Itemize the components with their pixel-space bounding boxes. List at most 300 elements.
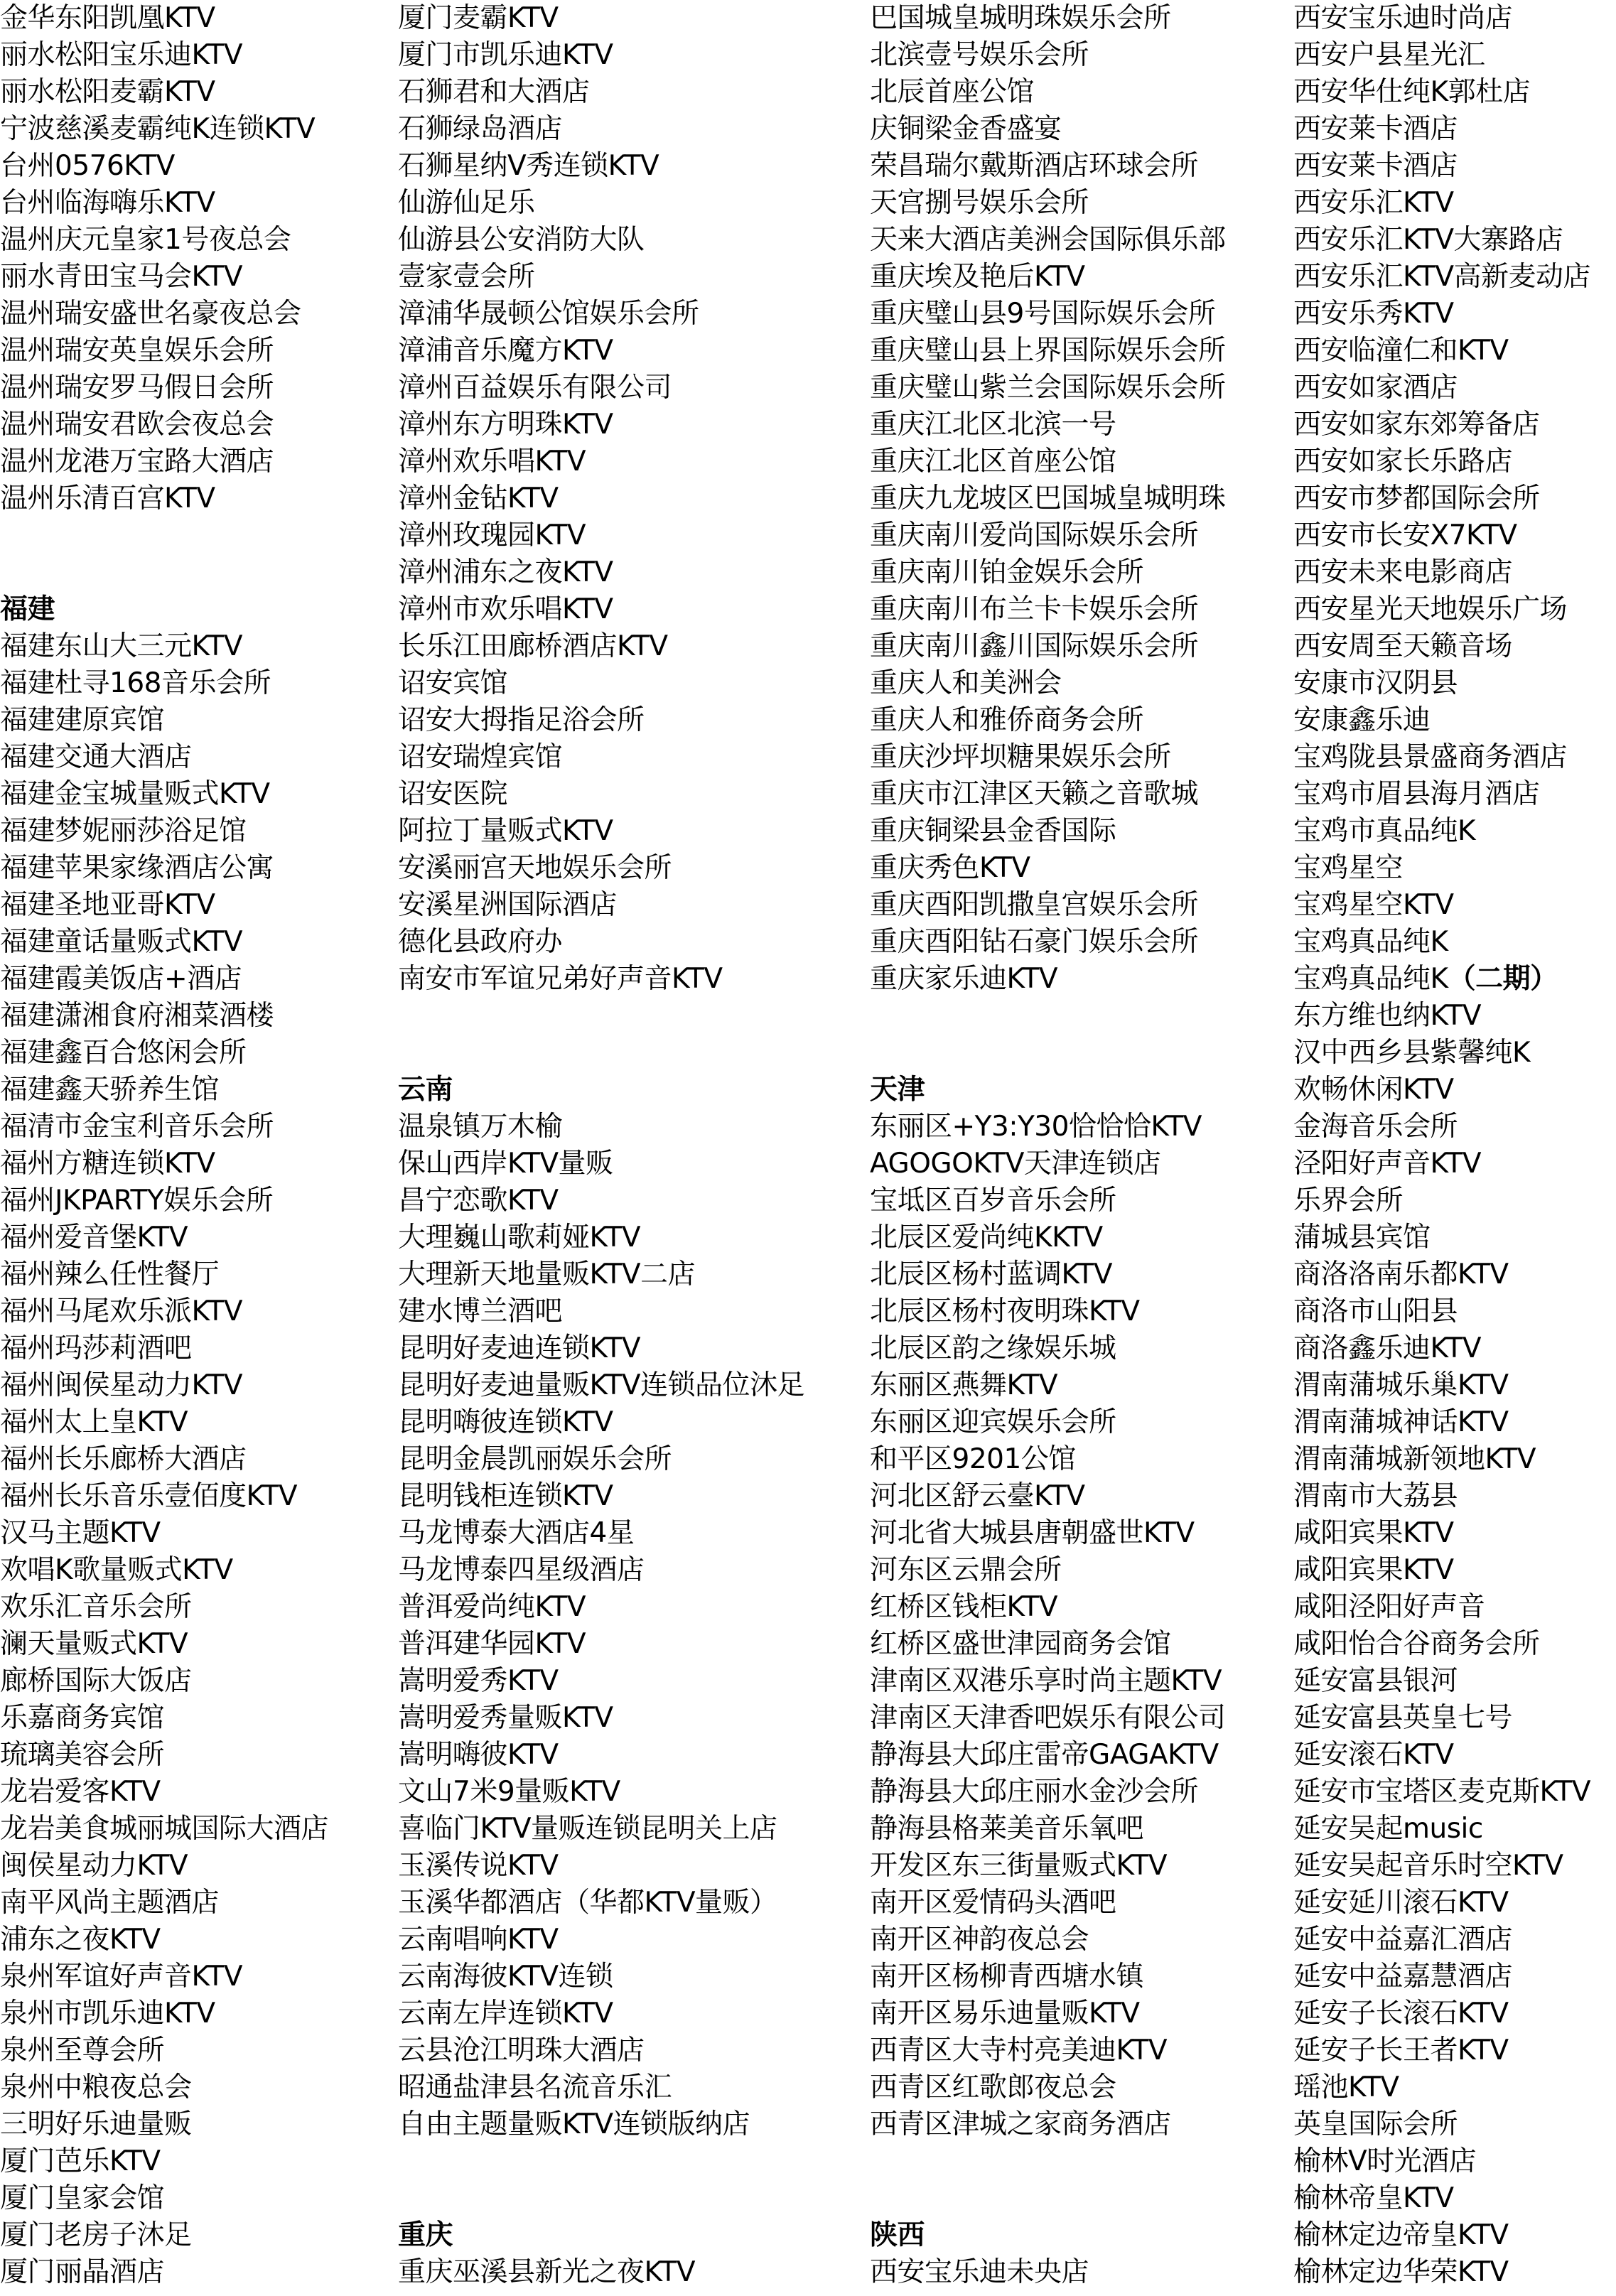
- spacer: [398, 998, 804, 1035]
- list-item: [398, 148, 804, 185]
- list-item-text: 丽水松阳麦霸KTV: [0, 76, 215, 108]
- list-item-text: 南开区杨柳青西塘水镇: [870, 1961, 1144, 1993]
- list-item: [870, 2069, 1226, 2106]
- list-item: [0, 628, 328, 665]
- list-item: [1293, 37, 1590, 74]
- list-item-text: 嵩明爱秀KTV: [398, 1665, 559, 1697]
- list-item-text: 泉州至尊会所: [0, 2034, 165, 2066]
- list-item: [398, 2254, 804, 2291]
- list-item-text: 延安中益嘉慧酒店: [1293, 1961, 1513, 1993]
- list-item: [870, 1441, 1226, 1478]
- list-item: [398, 1626, 804, 1663]
- list-item-text: 延安富县英皇七号: [1293, 1702, 1513, 1734]
- list-item-text: 文山7米9量贩KTV: [398, 1776, 620, 1808]
- list-item-text: 温州瑞安君欧会夜总会: [0, 409, 274, 441]
- list-item: [398, 628, 804, 665]
- list-item-text: 温州乐清百宫KTV: [0, 483, 215, 514]
- list-item: [398, 259, 804, 296]
- list-item: [870, 185, 1226, 222]
- list-item: [0, 443, 328, 480]
- list-item: [398, 1330, 804, 1367]
- list-item-text: 乐界会所: [1293, 1185, 1404, 1217]
- list-item: [398, 333, 804, 370]
- list-item-text: 东丽区迎宾娱乐会所: [870, 1406, 1116, 1438]
- list-item: [0, 0, 328, 37]
- list-item: [0, 702, 328, 739]
- list-item: [398, 517, 804, 554]
- list-item-text: 福建鑫百合悠闲会所: [0, 1037, 247, 1069]
- list-item-text: 静海县大邱庄丽水金沙会所: [870, 1776, 1199, 1808]
- list-item: [870, 1109, 1226, 1146]
- list-item: [870, 1995, 1226, 2032]
- list-item: [1293, 2254, 1590, 2291]
- list-item-text: 庆铜梁金香盛宴: [870, 113, 1062, 145]
- list-item: [0, 111, 328, 148]
- list-item: [1293, 222, 1590, 259]
- list-item-text: 西安乐汇KTV高新麦动店: [1293, 261, 1591, 293]
- list-item-text: 琉璃美容会所: [0, 1739, 165, 1771]
- list-item: [398, 1515, 804, 1552]
- list-item-text: 重庆江北区北滨一号: [870, 409, 1116, 441]
- list-item: [1293, 1182, 1590, 1219]
- list-item-text: 商洛市山阳县: [1293, 1295, 1458, 1327]
- list-item: [398, 2069, 804, 2106]
- list-item-text: 商洛洛南乐都KTV: [1293, 1259, 1509, 1290]
- list-item-text: 三明好乐迪量贩: [0, 2108, 192, 2140]
- list-item: [870, 1774, 1226, 1811]
- list-item-text: 安康鑫乐迪: [1293, 704, 1431, 736]
- list-item-text: 漳州浦东之夜KTV: [398, 556, 613, 588]
- list-item-text: 南开区易乐迪量贩KTV: [870, 1998, 1140, 2030]
- list-item: [1293, 1256, 1590, 1293]
- list-item: [870, 961, 1226, 998]
- list-item-text: 津南区双港乐享时尚主题KTV: [870, 1665, 1222, 1697]
- list-item-text: 金海音乐会所: [1293, 1111, 1458, 1143]
- list-item-text: 渭南蒲城乐巢KTV: [1293, 1369, 1509, 1401]
- list-item-text: AGOGOKTV天津连锁店: [870, 1148, 1161, 1180]
- list-item: [1293, 1995, 1590, 2032]
- list-item: [398, 443, 804, 480]
- list-item-text: 温泉镇万木榆: [398, 1111, 563, 1143]
- list-item-text: 福建苹果家缘酒店公寓: [0, 852, 274, 884]
- list-item-text: 福州玛莎莉酒吧: [0, 1332, 192, 1364]
- list-item-text: 西青区大寺村亮美迪KTV: [870, 2034, 1168, 2066]
- list-item-text: 建水博兰酒吧: [398, 1295, 563, 1327]
- spacer: [870, 1035, 1226, 1072]
- list-item: [0, 148, 328, 185]
- list-item: [398, 1256, 804, 1293]
- list-item: [870, 443, 1226, 480]
- list-item: [0, 1219, 328, 1256]
- list-item-text: 西青区津城之家商务酒店: [870, 2108, 1171, 2140]
- list-item-text: 福州爱音堡KTV: [0, 1222, 188, 1254]
- list-item-text: 咸阳宾果KTV: [1293, 1554, 1454, 1586]
- list-item: [1293, 1441, 1590, 1478]
- list-item: [1293, 443, 1590, 480]
- list-item: [1293, 1663, 1590, 1700]
- list-item-text: 重庆人和美洲会: [870, 667, 1062, 699]
- list-item: [398, 665, 804, 702]
- list-item: [1293, 1072, 1590, 1109]
- list-item: [398, 1404, 804, 1441]
- list-item: [1293, 1330, 1590, 1367]
- list-item-text: 延安子长王者KTV: [1293, 2034, 1509, 2066]
- list-item: [0, 850, 328, 887]
- list-item-text: 云南海彼KTV连锁: [398, 1961, 613, 1993]
- list-item-text: 嵩明爱秀量贩KTV: [398, 1702, 613, 1734]
- list-item: [1293, 1626, 1590, 1663]
- list-item-text: 西安乐汇KTV大寨路店: [1293, 224, 1563, 256]
- list-item: [398, 1737, 804, 1774]
- list-item-text: 昆明好麦迪连锁KTV: [398, 1332, 641, 1364]
- list-item: [0, 1552, 328, 1589]
- list-item: [870, 517, 1226, 554]
- list-item-text: 漳州百益娱乐有限公司: [398, 372, 672, 404]
- section-heading: 云南: [398, 1074, 453, 1106]
- list-item: [398, 222, 804, 259]
- list-item: [398, 776, 804, 813]
- list-item: [398, 1995, 804, 2032]
- list-item: [870, 2254, 1226, 2291]
- list-item: [1293, 2106, 1590, 2143]
- list-item: [398, 1700, 804, 1737]
- list-item-text: 重庆酉阳凯撒皇宫娱乐会所: [870, 889, 1199, 921]
- list-item-text: 重庆南川鑫川国际娱乐会所: [870, 630, 1199, 662]
- list-item-text: 福建童话量贩式KTV: [0, 926, 243, 958]
- list-item-text: 重庆市江津区天籁之音歌城: [870, 778, 1199, 810]
- list-item: [0, 333, 328, 370]
- list-item: [398, 2032, 804, 2069]
- list-item-text: 温州庆元皇家1号夜总会: [0, 224, 291, 256]
- list-item-text: 西安市梦都国际会所: [1293, 483, 1540, 514]
- list-item: [1293, 2143, 1590, 2180]
- list-item-text: 昆明好麦迪量贩KTV连锁品位沐足: [398, 1369, 805, 1401]
- list-item-text: 东方维也纳KTV: [1293, 1000, 1482, 1032]
- list-item: [870, 1256, 1226, 1293]
- list-item: [870, 776, 1226, 813]
- list-item: [870, 1478, 1226, 1515]
- list-item: [398, 111, 804, 148]
- list-item-text: 普洱建华园KTV: [398, 1628, 586, 1660]
- list-item: [870, 1626, 1226, 1663]
- list-item-text: 厦门皇家会馆: [0, 2182, 165, 2214]
- list-item: [1293, 1958, 1590, 1995]
- list-item-text: 西安如家长乐路店: [1293, 446, 1513, 478]
- list-item: [870, 1146, 1226, 1182]
- list-item: [870, 259, 1226, 296]
- list-item-text: 北辰区杨村夜明珠KTV: [870, 1295, 1140, 1327]
- list-item: [0, 961, 328, 998]
- spacer: [0, 554, 328, 591]
- list-item: [870, 1515, 1226, 1552]
- list-item: [1293, 776, 1590, 813]
- list-item-text: 红桥区盛世津园商务会馆: [870, 1628, 1171, 1660]
- list-item: [398, 370, 804, 406]
- list-item-text: 石狮绿岛酒店: [398, 113, 563, 145]
- list-item: [0, 924, 328, 961]
- list-item: [0, 370, 328, 406]
- list-item: [0, 1109, 328, 1146]
- list-item-text: 仙游仙足乐: [398, 187, 535, 219]
- list-item-text: 泉州军谊好声音KTV: [0, 1961, 243, 1993]
- list-item: [870, 480, 1226, 517]
- list-item: [398, 1848, 804, 1885]
- list-item: [0, 1922, 328, 1958]
- list-item-text: 马龙博泰大酒店4星: [398, 1517, 635, 1549]
- list-item-text: 重庆江北区首座公馆: [870, 446, 1116, 478]
- list-item: [870, 1848, 1226, 1885]
- list-item-text: 西安乐秀KTV: [1293, 298, 1454, 330]
- list-item-text: 重庆璧山紫兰会国际娱乐会所: [870, 372, 1226, 404]
- list-item-text: 南平风尚主题酒店: [0, 1887, 220, 1919]
- list-item: [0, 2254, 328, 2291]
- list-item-text: 福州方糖连锁KTV: [0, 1148, 215, 1180]
- spacer: [398, 2143, 804, 2180]
- list-item: [1293, 517, 1590, 554]
- list-item-text: 英皇国际会所: [1293, 2108, 1458, 2140]
- list-item: [1293, 0, 1590, 37]
- list-item: [0, 222, 328, 259]
- list-item-text: 北辰区韵之缘娱乐城: [870, 1332, 1116, 1364]
- list-item-text: 澜天量贩式KTV: [0, 1628, 188, 1660]
- list-item: [0, 2069, 328, 2106]
- list-item-text: 台州0576KTV: [0, 150, 175, 182]
- list-item: [398, 1293, 804, 1330]
- list-item-text: 西安市长安X7KTV: [1293, 519, 1517, 551]
- list-item: [1293, 1589, 1590, 1626]
- list-item: [870, 850, 1226, 887]
- list-item-text: 重庆埃及艳后KTV: [870, 261, 1085, 293]
- list-item-text: 重庆南川铂金娱乐会所: [870, 556, 1144, 588]
- list-item: [870, 1589, 1226, 1626]
- list-item-text: 延安富县银河: [1293, 1665, 1458, 1697]
- list-item: [870, 37, 1226, 74]
- list-item: [870, 665, 1226, 702]
- list-item-text: 西安临潼仁和KTV: [1293, 335, 1509, 367]
- list-item-text: 乐嘉商务宾馆: [0, 1702, 165, 1734]
- list-item-text: 红桥区钱柜KTV: [870, 1591, 1058, 1623]
- list-item: [0, 665, 328, 702]
- list-item-text: 延安延川滚石KTV: [1293, 1887, 1509, 1919]
- list-item: [398, 554, 804, 591]
- list-item-text: 台州临海嗨乐KTV: [0, 187, 215, 219]
- list-item-text: 普洱爱尚纯KTV: [398, 1591, 586, 1623]
- list-item-text: 福建鑫天骄养生馆: [0, 1074, 220, 1106]
- list-item: [870, 1811, 1226, 1848]
- list-item-text: 河东区云鼎会所: [870, 1554, 1062, 1586]
- list-item-text: 福建杜寻168音乐会所: [0, 667, 271, 699]
- list-item-text: 商洛鑫乐迪KTV: [1293, 1332, 1482, 1364]
- list-item: [0, 1995, 328, 2032]
- list-item-text: 重庆人和雅侨商务会所: [870, 704, 1144, 736]
- list-item: [1293, 111, 1590, 148]
- list-item-text: 榆林定边华荣KTV: [1293, 2256, 1509, 2288]
- list-item: [398, 480, 804, 517]
- list-item: [1293, 1811, 1590, 1848]
- list-item: [870, 924, 1226, 961]
- list-item: [398, 1663, 804, 1700]
- list-item: [870, 1737, 1226, 1774]
- list-item-text: 廊桥国际大饭店: [0, 1665, 192, 1697]
- list-item-text: 延安子长滚石KTV: [1293, 1998, 1509, 2030]
- list-item: [870, 1367, 1226, 1404]
- list-item: [1293, 1109, 1590, 1146]
- list-item-text: 咸阳泾阳好声音: [1293, 1591, 1485, 1623]
- list-item-text: 龙岩爱客KTV: [0, 1776, 161, 1808]
- list-item: [398, 185, 804, 222]
- list-item-text: 金华东阳凯凰KTV: [0, 2, 215, 34]
- list-item-text: 温州瑞安盛世名豪夜总会: [0, 298, 301, 330]
- spacer: [870, 2143, 1226, 2180]
- list-item: [1293, 480, 1590, 517]
- list-item-text: 汉中西乡县紫馨纯K: [1293, 1037, 1531, 1069]
- list-item: [0, 2143, 328, 2180]
- list-item: [870, 1552, 1226, 1589]
- list-item-text: 榆林帝皇KTV: [1293, 2182, 1454, 2214]
- list-item-text: 福州闽侯星动力KTV: [0, 1369, 243, 1401]
- list-item-text: 厦门芭乐KTV: [0, 2145, 161, 2177]
- list-item-text: 昆明钱柜连锁KTV: [398, 1480, 613, 1512]
- list-item: [870, 702, 1226, 739]
- list-item-text: 重庆璧山县9号国际娱乐会所: [870, 298, 1216, 330]
- list-item: [1293, 554, 1590, 591]
- list-item: [398, 296, 804, 333]
- list-item: [398, 702, 804, 739]
- list-item: [870, 1922, 1226, 1958]
- list-item: [398, 1589, 804, 1626]
- list-item: [0, 1293, 328, 1330]
- list-item: [0, 259, 328, 296]
- list-item-text: 延安中益嘉汇酒店: [1293, 1924, 1513, 1956]
- list-item-text: 渭南蒲城新领地KTV: [1293, 1443, 1536, 1475]
- list-item-text: 玉溪华都酒店（华都KTV量贩）: [398, 1887, 777, 1919]
- list-item: [1293, 591, 1590, 628]
- list-item: [0, 998, 328, 1035]
- list-item: [0, 1811, 328, 1848]
- list-item: [0, 1256, 328, 1293]
- list-item-text: 宁波慈溪麦霸纯K连锁KTV: [0, 113, 316, 145]
- list-item: [1293, 1035, 1590, 1072]
- list-item: [870, 148, 1226, 185]
- list-item-text: 昆明嗨彼连锁KTV: [398, 1406, 613, 1438]
- list-item: [1293, 1848, 1590, 1885]
- list-item: [1293, 1219, 1590, 1256]
- list-item: [1293, 924, 1590, 961]
- list-item: [398, 850, 804, 887]
- list-item: [870, 628, 1226, 665]
- list-item: [0, 1367, 328, 1404]
- list-item: [0, 1848, 328, 1885]
- list-item-text: 厦门市凯乐迪KTV: [398, 39, 613, 71]
- list-item: [398, 1885, 804, 1922]
- list-item: [1293, 406, 1590, 443]
- list-item: [0, 1700, 328, 1737]
- list-item-text: 嵩明嗨彼KTV: [398, 1739, 559, 1771]
- list-item-text: 东丽区+Y3:Y30恰恰恰KTV: [870, 1111, 1202, 1143]
- list-item: [0, 813, 328, 850]
- list-item-text: 北辰区杨村蓝调KTV: [870, 1259, 1113, 1290]
- list-item-text: 宝鸡陇县景盛商务酒店: [1293, 741, 1568, 773]
- list-item-text: 诏安医院: [398, 778, 508, 810]
- list-item-text: 壹家壹会所: [398, 261, 535, 293]
- list-item-text: 津南区天津香吧娱乐有限公司: [870, 1702, 1226, 1734]
- list-item-text: 泉州市凯乐迪KTV: [0, 1998, 215, 2030]
- list-item: [870, 333, 1226, 370]
- list-item-text: 重庆南川布兰卡卡娱乐会所: [870, 593, 1199, 625]
- list-item: [1293, 1478, 1590, 1515]
- list-item-text: 榆林V时光酒店: [1293, 2145, 1477, 2177]
- list-item-text: 宝鸡市眉县海月酒店: [1293, 778, 1540, 810]
- list-item-text: 仙游县公安消防大队: [398, 224, 645, 256]
- list-item-text: 重庆巫溪县新光之夜KTV: [398, 2256, 696, 2288]
- list-item-text: 重庆家乐迪KTV: [870, 963, 1058, 995]
- column-4: [1293, 0, 1590, 2291]
- list-item-suffix: （二期）: [1448, 963, 1558, 995]
- list-item: [870, 406, 1226, 443]
- list-item-text: 浦东之夜KTV: [0, 1924, 161, 1956]
- list-item: [398, 1478, 804, 1515]
- list-item: [1293, 1774, 1590, 1811]
- list-item: [398, 74, 804, 111]
- list-item-text: 重庆铜梁县金香国际: [870, 815, 1116, 847]
- list-item: [398, 37, 804, 74]
- list-item-text: 静海县大邱庄雷帝GAGAKTV: [870, 1739, 1219, 1771]
- section-heading: 福建: [0, 593, 55, 625]
- list-item: [398, 1367, 804, 1404]
- list-item-text: 延安滚石KTV: [1293, 1739, 1454, 1771]
- list-item: [398, 1109, 804, 1146]
- list-item: [870, 1700, 1226, 1737]
- list-item: [398, 406, 804, 443]
- list-item: [0, 1441, 328, 1478]
- list-item: [870, 813, 1226, 850]
- list-item: [0, 2180, 328, 2217]
- list-item-text: 昌宁恋歌KTV: [398, 1185, 559, 1217]
- list-item-text: 瑶池KTV: [1293, 2071, 1399, 2103]
- list-item-text: 渭南蒲城神话KTV: [1293, 1406, 1509, 1438]
- list-item: [1293, 998, 1590, 1035]
- list-item: [0, 1958, 328, 1995]
- spacer: [398, 1035, 804, 1072]
- list-item: [1293, 1737, 1590, 1774]
- section-heading: 天津: [870, 1074, 925, 1106]
- list-item: [398, 1922, 804, 1958]
- list-item-text: 大理巍山歌莉娅KTV: [398, 1222, 641, 1254]
- list-item-text: 南开区神韵夜总会: [870, 1924, 1089, 1956]
- list-item-text: 漳州金钻KTV: [398, 483, 559, 514]
- list-item: [0, 406, 328, 443]
- list-item-text: 厦门老房子沐足: [0, 2219, 192, 2251]
- list-item: [1293, 665, 1590, 702]
- list-item: [398, 961, 804, 998]
- list-item-text: 北辰首座公馆: [870, 76, 1035, 108]
- list-item-text: 福州JKPARTY娱乐会所: [0, 1185, 274, 1217]
- list-item: [1293, 148, 1590, 185]
- list-item-text: 诏安大拇指足浴会所: [398, 704, 645, 736]
- spacer: [870, 2180, 1226, 2217]
- list-item: [1293, 628, 1590, 665]
- list-item: [1293, 1515, 1590, 1552]
- list-item-text: 欢畅休闲KTV: [1293, 1074, 1454, 1106]
- list-item-text: 福建梦妮丽莎浴足馆: [0, 815, 247, 847]
- list-item-text: 延安市宝塔区麦克斯KTV: [1293, 1776, 1591, 1808]
- list-item-text: 漳州市欢乐唱KTV: [398, 593, 613, 625]
- list-item: [0, 887, 328, 924]
- list-item-text: 大理新天地量贩KTV二店: [398, 1259, 696, 1290]
- list-item-text: 福州马尾欢乐派KTV: [0, 1295, 243, 1327]
- list-item: [870, 1404, 1226, 1441]
- list-item: [1293, 2069, 1590, 2106]
